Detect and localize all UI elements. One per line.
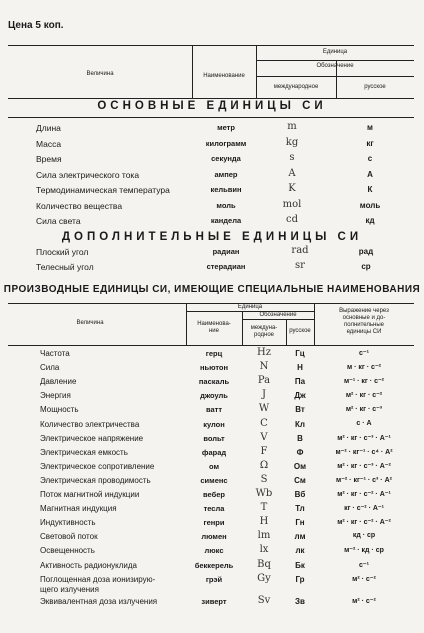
- derived-cell-r: Вб: [294, 490, 306, 499]
- base-cell-q: Время: [36, 154, 62, 164]
- derived-cell-i: C: [260, 417, 268, 429]
- supp-cell-q: Плоский угол: [36, 247, 89, 257]
- derived-cell-q: Количество электричества: [40, 419, 140, 429]
- base-cell-i: K: [288, 183, 296, 194]
- derived-cell-r: См: [294, 475, 306, 485]
- derived-cell-n: паскаль: [198, 377, 230, 387]
- base-row: [0, 167, 424, 184]
- base-units-title: ОСНОВНЫЕ ЕДИНИЦЫ СИ: [97, 100, 327, 112]
- base-row: [0, 123, 424, 137]
- derived-cell-r: Ф: [296, 447, 304, 457]
- header2-expression: Выражение через основные и до- полнительные единицы СИ: [339, 308, 389, 335]
- derived-cell-n: кулон: [203, 419, 225, 429]
- derived-cell-i: S: [260, 473, 268, 485]
- derived-cell-n: фарад: [201, 447, 227, 457]
- header2-name: Наименова- ние: [197, 321, 231, 334]
- derived-cell-i: T: [260, 502, 268, 514]
- derived-cell-e: м · кг · с⁻²: [347, 364, 381, 372]
- derived-cell-r: Дж: [294, 391, 306, 401]
- base-cell-n: секунда: [211, 154, 241, 163]
- derived-cell-e: м² · кг · с⁻³ · А⁻¹: [337, 434, 391, 442]
- derived-cell-e: с⁻¹: [359, 561, 369, 569]
- derived-cell-q: Электрическая проводимость: [40, 475, 151, 485]
- derived-cell-r: Па: [294, 377, 306, 387]
- derived-cell-i: Bq: [257, 558, 271, 570]
- header2-quantity: Величина: [76, 320, 104, 326]
- derived-row: [0, 518, 424, 532]
- derived-cell-q: Поток магнитной индукции: [40, 490, 140, 499]
- supp-row: [0, 262, 424, 276]
- derived-cell-n: беккерель: [194, 560, 234, 570]
- price-label: Цена 5 коп.: [8, 20, 64, 31]
- base-cell-n: ампер: [214, 169, 238, 179]
- derived-row: [0, 459, 424, 476]
- supp-cell-r: ср: [361, 262, 371, 271]
- base-cell-r: моль: [359, 200, 381, 210]
- derived-row: [0, 473, 424, 490]
- supp-cell-i: sr: [295, 260, 305, 271]
- derived-cell-q: Магнитная индукция: [40, 504, 117, 514]
- derived-row: [0, 417, 424, 434]
- base-cell-r: К: [367, 185, 373, 194]
- base-cell-i: kg: [285, 136, 299, 148]
- base-cell-q: Сила электрического тока: [36, 169, 140, 180]
- base-cell-i: s: [289, 152, 295, 163]
- derived-cell-q: Поглощенная доза ионизирую- щего излучения: [40, 574, 156, 594]
- derived-cell-r: лм: [294, 532, 306, 542]
- base-cell-r: А: [367, 169, 373, 179]
- base-cell-r: м: [367, 123, 373, 132]
- base-cell-q: Длина: [36, 123, 61, 133]
- derived-row: [0, 558, 424, 575]
- derived-cell-i: V: [260, 431, 268, 443]
- base-row: [0, 216, 424, 230]
- derived-cell-r: Вт: [295, 405, 305, 415]
- base-cell-i: A: [288, 167, 296, 179]
- base-row: [0, 198, 424, 215]
- base-cell-q: Сила света: [36, 216, 81, 226]
- base-row: [0, 136, 424, 153]
- derived-cell-q: Сила: [40, 363, 60, 373]
- derived-cell-r: Ом: [293, 461, 307, 471]
- derived-cell-e: м² · кг · с⁻³: [345, 406, 383, 414]
- base-row: [0, 154, 424, 168]
- base-cell-r: с: [367, 154, 373, 163]
- derived-cell-r: Тл: [295, 504, 305, 514]
- base-cell-n: кельвин: [210, 185, 242, 194]
- derived-cell-n: джоуль: [200, 391, 228, 401]
- derived-cell-n: генри: [203, 518, 225, 528]
- derived-cell-q: Энергия: [40, 391, 71, 401]
- supp-cell-i: rad: [291, 245, 309, 256]
- derived-cell-n: ватт: [205, 405, 223, 415]
- derived-cell-e: м⁻² · кд · ср: [344, 547, 384, 555]
- header2-international: междуна- родное: [250, 325, 278, 338]
- base-cell-q: Термодинамическая температура: [36, 185, 170, 195]
- base-cell-n: метр: [217, 123, 235, 132]
- derived-cell-q: Световой поток: [40, 532, 98, 542]
- derived-cell-e: кд · ср: [352, 532, 376, 540]
- derived-cell-i: Pa: [257, 375, 271, 387]
- derived-row: [0, 391, 424, 405]
- derived-cell-i: Gy: [257, 572, 271, 584]
- base-row: [0, 185, 424, 199]
- derived-cell-q: Электрическое сопротивление: [40, 461, 155, 471]
- supp-row: [0, 247, 424, 261]
- header2-designation: Обозначение: [259, 312, 297, 318]
- derived-row: [0, 377, 424, 391]
- derived-cell-e: м² · кг · с⁻² · А⁻²: [337, 519, 391, 527]
- derived-cell-e: м⁻² · кг⁻¹ · с³ · А²: [336, 476, 392, 484]
- derived-cell-i: N: [259, 361, 269, 373]
- derived-cell-n: герц: [205, 349, 223, 358]
- header-unit: Единица: [322, 49, 348, 55]
- derived-cell-i: lm: [257, 530, 271, 542]
- derived-cell-i: J: [261, 389, 266, 401]
- base-cell-n: кандела: [210, 216, 242, 225]
- header-russian: русское: [364, 84, 386, 90]
- derived-cell-n: ом: [208, 461, 220, 471]
- derived-cell-q: Мощность: [40, 405, 79, 415]
- base-cell-q: Масса: [36, 138, 62, 149]
- base-cell-i: m: [287, 121, 297, 132]
- derived-cell-q: Эквивалентная доза излучения: [40, 596, 158, 606]
- derived-cell-r: Кл: [295, 419, 305, 429]
- supplementary-units-title: ДОПОЛНИТЕЛЬНЫЕ ЕДИНИЦЫ СИ: [61, 231, 363, 243]
- derived-cell-i: Wb: [255, 488, 273, 499]
- derived-cell-q: Активность радионуклида: [40, 560, 137, 570]
- derived-row: [0, 431, 424, 448]
- derived-cell-r: Зв: [295, 596, 305, 606]
- derived-row: [0, 349, 424, 363]
- derived-cell-e: м² · с⁻²: [352, 597, 376, 605]
- derived-cell-e: кг · с⁻² · А⁻¹: [344, 505, 384, 513]
- header-quantity: Величина: [86, 71, 114, 77]
- base-cell-i: mol: [282, 198, 302, 210]
- derived-cell-e: с⁻¹: [359, 350, 369, 357]
- derived-cell-q: Частота: [40, 349, 70, 358]
- derived-row: [0, 594, 424, 611]
- derived-cell-r: Гр: [295, 574, 305, 584]
- derived-cell-r: В: [297, 433, 303, 443]
- derived-row: [0, 532, 424, 546]
- derived-cell-e: м² · кг · с⁻³ · А⁻²: [337, 462, 391, 470]
- derived-cell-q: Давление: [40, 377, 77, 387]
- derived-cell-q: Освещенность: [40, 546, 95, 556]
- derived-cell-q: Электрическая емкость: [40, 447, 128, 457]
- derived-cell-r: лк: [295, 546, 305, 556]
- header-international: международное: [273, 84, 319, 90]
- derived-cell-i: Hz: [257, 347, 271, 358]
- derived-cell-n: вольт: [203, 433, 225, 443]
- base-cell-n: моль: [216, 200, 236, 210]
- supp-cell-q: Телесный угол: [36, 262, 94, 272]
- derived-cell-n: сименс: [200, 475, 228, 485]
- derived-cell-r: Гн: [295, 518, 305, 528]
- derived-cell-e: м² · кг · с⁻²: [345, 392, 383, 400]
- derived-cell-n: ньютон: [199, 363, 229, 373]
- derived-cell-n: люмен: [201, 532, 227, 542]
- derived-cell-r: Гц: [295, 349, 305, 358]
- derived-cell-n: люкс: [204, 546, 224, 556]
- derived-cell-e: м⁻¹ · кг · с⁻²: [344, 378, 384, 386]
- derived-cell-q: Индуктивность: [40, 518, 96, 528]
- derived-cell-r: Бк: [295, 560, 305, 570]
- derived-row: [0, 405, 424, 419]
- derived-cell-q: Электрическое напряжение: [40, 433, 144, 443]
- derived-row: [0, 572, 424, 594]
- derived-cell-i: Sv: [257, 594, 271, 606]
- base-cell-r: кд: [365, 216, 375, 225]
- derived-cell-e: м² · кг · с⁻² · А⁻¹: [337, 491, 391, 498]
- derived-cell-e: м⁻² · кг⁻¹ · с⁴ · А²: [335, 448, 393, 456]
- derived-cell-i: W: [258, 403, 270, 415]
- header2-russian: русское: [289, 328, 311, 334]
- derived-cell-i: Ω: [259, 459, 269, 471]
- base-cell-i: cd: [285, 214, 298, 225]
- derived-units-title: ПРОИЗВОДНЫЕ ЕДИНИЦЫ СИ, ИМЕЮЩИЕ СПЕЦИАЛЬНЫЕ НАИМЕНОВАНИЯ: [3, 284, 421, 295]
- derived-row: [0, 504, 424, 518]
- derived-cell-e: м² · с⁻²: [352, 575, 376, 583]
- supp-cell-n: радиан: [212, 247, 240, 256]
- base-cell-n: килограмм: [205, 138, 247, 148]
- derived-cell-i: H: [259, 516, 269, 528]
- base-cell-q: Количество вещества: [36, 200, 123, 211]
- derived-row: [0, 445, 424, 462]
- derived-cell-n: тесла: [203, 504, 225, 514]
- derived-cell-e: с · А: [356, 419, 372, 427]
- supp-cell-n: стерадиан: [206, 262, 246, 271]
- derived-cell-n: вебер: [203, 490, 225, 499]
- supp-cell-r: рад: [358, 247, 374, 256]
- header-designation: Обозначение: [316, 63, 354, 69]
- derived-cell-n: зиверт: [201, 596, 227, 606]
- derived-row: [0, 546, 424, 560]
- derived-cell-n: грэй: [205, 574, 223, 584]
- derived-cell-i: lx: [259, 544, 269, 556]
- header2-unit: Единица: [237, 304, 263, 310]
- derived-cell-r: Н: [297, 363, 303, 373]
- base-cell-r: кг: [366, 138, 374, 148]
- derived-row: [0, 363, 424, 377]
- derived-cell-i: F: [260, 445, 268, 457]
- header-name: Наименование: [203, 73, 245, 79]
- derived-row: [0, 490, 424, 504]
